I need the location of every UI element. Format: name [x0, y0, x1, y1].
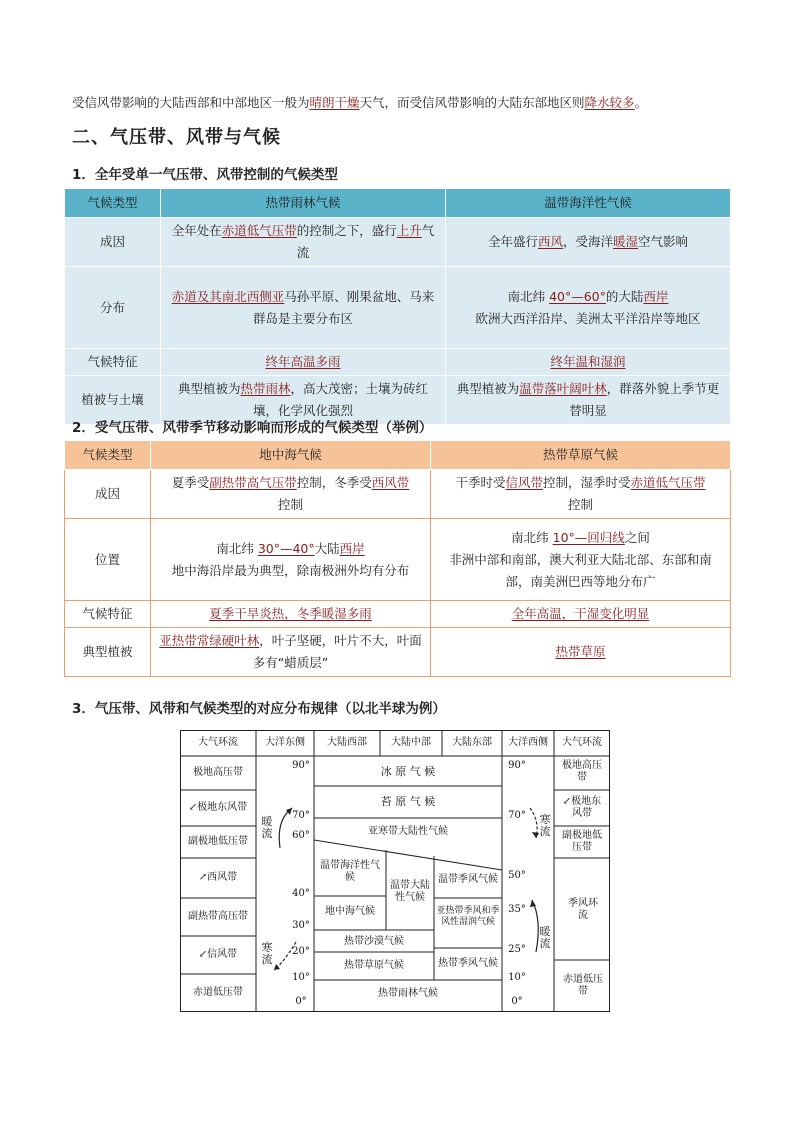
header-cell: 气候类型 [65, 189, 161, 218]
left-belt: ↙信风带 [198, 949, 238, 960]
table-row [65, 218, 731, 267]
zone-desert: 热带沙漠气候 [344, 936, 404, 947]
table-cell: 干季时受信风带控制，湿季时受赤道低气压带 控制 [431, 470, 731, 519]
right-latitude: 10° [508, 972, 526, 983]
table-cell: 典型植被为温带落叶阔叶林，群落外貌上季节更替明显 [446, 376, 731, 425]
table-row [65, 267, 731, 349]
table-header-row [65, 189, 731, 218]
table-cell: 热带草原 [431, 628, 731, 677]
right-current-warm: 暖流 [539, 925, 551, 950]
diagram-header: 大气环流 [562, 737, 602, 748]
left-belt: 极地高压带 [193, 767, 243, 778]
diagram-header: 大洋西侧 [508, 737, 548, 748]
left-belt: 副极地低压带 [188, 836, 248, 847]
right-belt: 副极地低压带 [562, 830, 602, 853]
left-belt: ↗西风带 [198, 872, 238, 883]
row-label: 位置 [65, 519, 151, 601]
right-current-cold: 寒流 [539, 813, 551, 838]
table-row [65, 601, 731, 628]
left-latitude: 60° [292, 830, 310, 841]
left-current-cold: 寒流 [261, 941, 273, 966]
intro-text-2: 天气，而受信风带影响的大陆东部地区则 [359, 95, 585, 110]
intro-highlight-2: 降水较多 [584, 95, 635, 110]
table-header-row [65, 441, 731, 470]
intro-highlight-1: 晴朗干燥 [309, 95, 360, 110]
table-cell: 终年高温多雨 [161, 349, 446, 376]
header-cell: 地中海气候 [151, 441, 431, 470]
left-belt: ↙极地东风带 [188, 802, 248, 813]
right-belt: 季风环流 [568, 898, 598, 921]
zone-rainforest: 热带雨林气候 [378, 988, 438, 999]
header-cell: 温带海洋性气候 [446, 189, 731, 218]
table-row [65, 519, 731, 601]
diagram-header: 大气环流 [198, 737, 238, 748]
table-cell: 终年温和湿润 [446, 349, 731, 376]
right-latitude: 50° [508, 870, 526, 881]
diagram-header: 大陆中部 [391, 737, 431, 748]
table-row [65, 628, 731, 677]
row-label: 分布 [65, 267, 161, 349]
table-cell: 全年高温，干湿变化明显 [431, 601, 731, 628]
subsection-1-title: 1．全年受单一气压带、风带控制的气候类型 [72, 167, 338, 183]
row-label: 成因 [65, 218, 161, 267]
row-label: 气候特征 [65, 349, 161, 376]
right-latitude: 35° [508, 904, 526, 915]
intro-text-1: 受信风带影响的大陆西部和中部地区一般为 [72, 95, 310, 110]
zone-tundra: 苔 原 气 候 [380, 795, 436, 808]
row-label: 典型植被 [65, 628, 151, 677]
zone-subtropical-monsoon: 亚热带季风和季风性湿润气候 [436, 906, 500, 927]
right-belt: 极地高压带 [562, 760, 602, 783]
right-belt: ↙极地东风带 [562, 796, 602, 819]
intro-paragraph [72, 93, 732, 113]
left-current-warm: 暖流 [261, 815, 273, 840]
intro-text-3: 。 [634, 95, 648, 110]
zone-ice: 冰 原 气 候 [380, 765, 436, 778]
subsection-3-title: 3．气压带、风带和气候类型的对应分布规律（以北半球为例） [72, 701, 446, 717]
table-cell: 南北纬 10°—回归线之间 非洲中部和南部，澳大利亚大陆北部、东部和南部，南美洲巴西等地分布广 [431, 519, 731, 601]
table-cell: 全年处在赤道低气压带的控制之下，盛行上升气流 [161, 218, 446, 267]
diagram-header: 大陆西部 [327, 737, 367, 748]
table-cell: 赤道及其南北西侧亚马孙平原、刚果盆地、马来群岛是主要分布区 [161, 267, 446, 349]
left-latitude: 10° [292, 972, 310, 983]
diagram-header: 大洋东侧 [265, 737, 305, 748]
left-latitude: 0° [295, 996, 307, 1007]
zone-tropical-monsoon: 热带季风气候 [438, 958, 498, 969]
table-cell: 全年盛行西风，受海洋暖湿空气影响 [446, 218, 731, 267]
table-cell: 夏季干旱炎热，冬季暖湿多雨 [151, 601, 431, 628]
zone-savanna: 热带草原气候 [344, 960, 404, 971]
right-latitude: 70° [508, 810, 526, 821]
left-latitude: 40° [292, 888, 310, 899]
table-cell: 南北纬 40°—60°的大陆西岸 欧洲大西洋沿岸、美洲太平洋沿岸等地区 [446, 267, 731, 349]
left-belt: 副热带高压带 [188, 911, 248, 922]
header-cell: 气候类型 [65, 441, 151, 470]
left-latitude: 30° [292, 920, 310, 931]
right-latitude: 90° [508, 760, 526, 771]
left-belt: 赤道低压带 [193, 987, 243, 998]
right-latitude: 25° [508, 944, 526, 955]
section-title: 二、气压带、风带与气候 [72, 127, 281, 148]
right-belt: 赤道低压带 [563, 974, 603, 997]
right-latitude: 0° [511, 996, 523, 1007]
zone-temperate-monsoon: 温带季风气候 [438, 874, 498, 885]
left-latitude: 20° [292, 946, 310, 957]
left-latitude: 90° [292, 760, 310, 771]
table-cell: 南北纬 30°—40°大陆西岸 地中海沿岸最为典型，除南极洲外均有分布 [151, 519, 431, 601]
subsection-2-title: 2．受气压带、风带季节移动影响而形成的气候类型（举例） [72, 420, 433, 436]
zone-subarctic: 亚寒带大陆性气候 [368, 826, 448, 837]
header-cell: 热带草原气候 [431, 441, 731, 470]
diagram-header: 大陆东部 [452, 737, 492, 748]
row-label: 成因 [65, 470, 151, 519]
climate-table-1 [64, 188, 731, 425]
climate-table-2 [64, 440, 731, 677]
zone-temperate-continental: 温带大陆性气候 [390, 880, 430, 903]
table-row [65, 349, 731, 376]
pressure-belt-climate-diagram [180, 730, 610, 1012]
left-latitude: 70° [292, 810, 310, 821]
table-row [65, 470, 731, 519]
zone-maritime: 温带海洋性气候 [320, 860, 380, 883]
table-cell: 典型植被为热带雨林，高大茂密；土壤为砖红壤，化学风化强烈 [161, 376, 446, 425]
table-cell: 夏季受副热带高气压带控制，冬季受西风带 控制 [151, 470, 431, 519]
table-cell: 亚热带常绿硬叶林，叶子坚硬，叶片不大，叶面多有“蜡质层” [151, 628, 431, 677]
row-label: 气候特征 [65, 601, 151, 628]
zone-mediterranean: 地中海气候 [325, 906, 375, 917]
header-cell: 热带雨林气候 [161, 189, 446, 218]
row-label: 植被与土壤 [65, 376, 161, 425]
